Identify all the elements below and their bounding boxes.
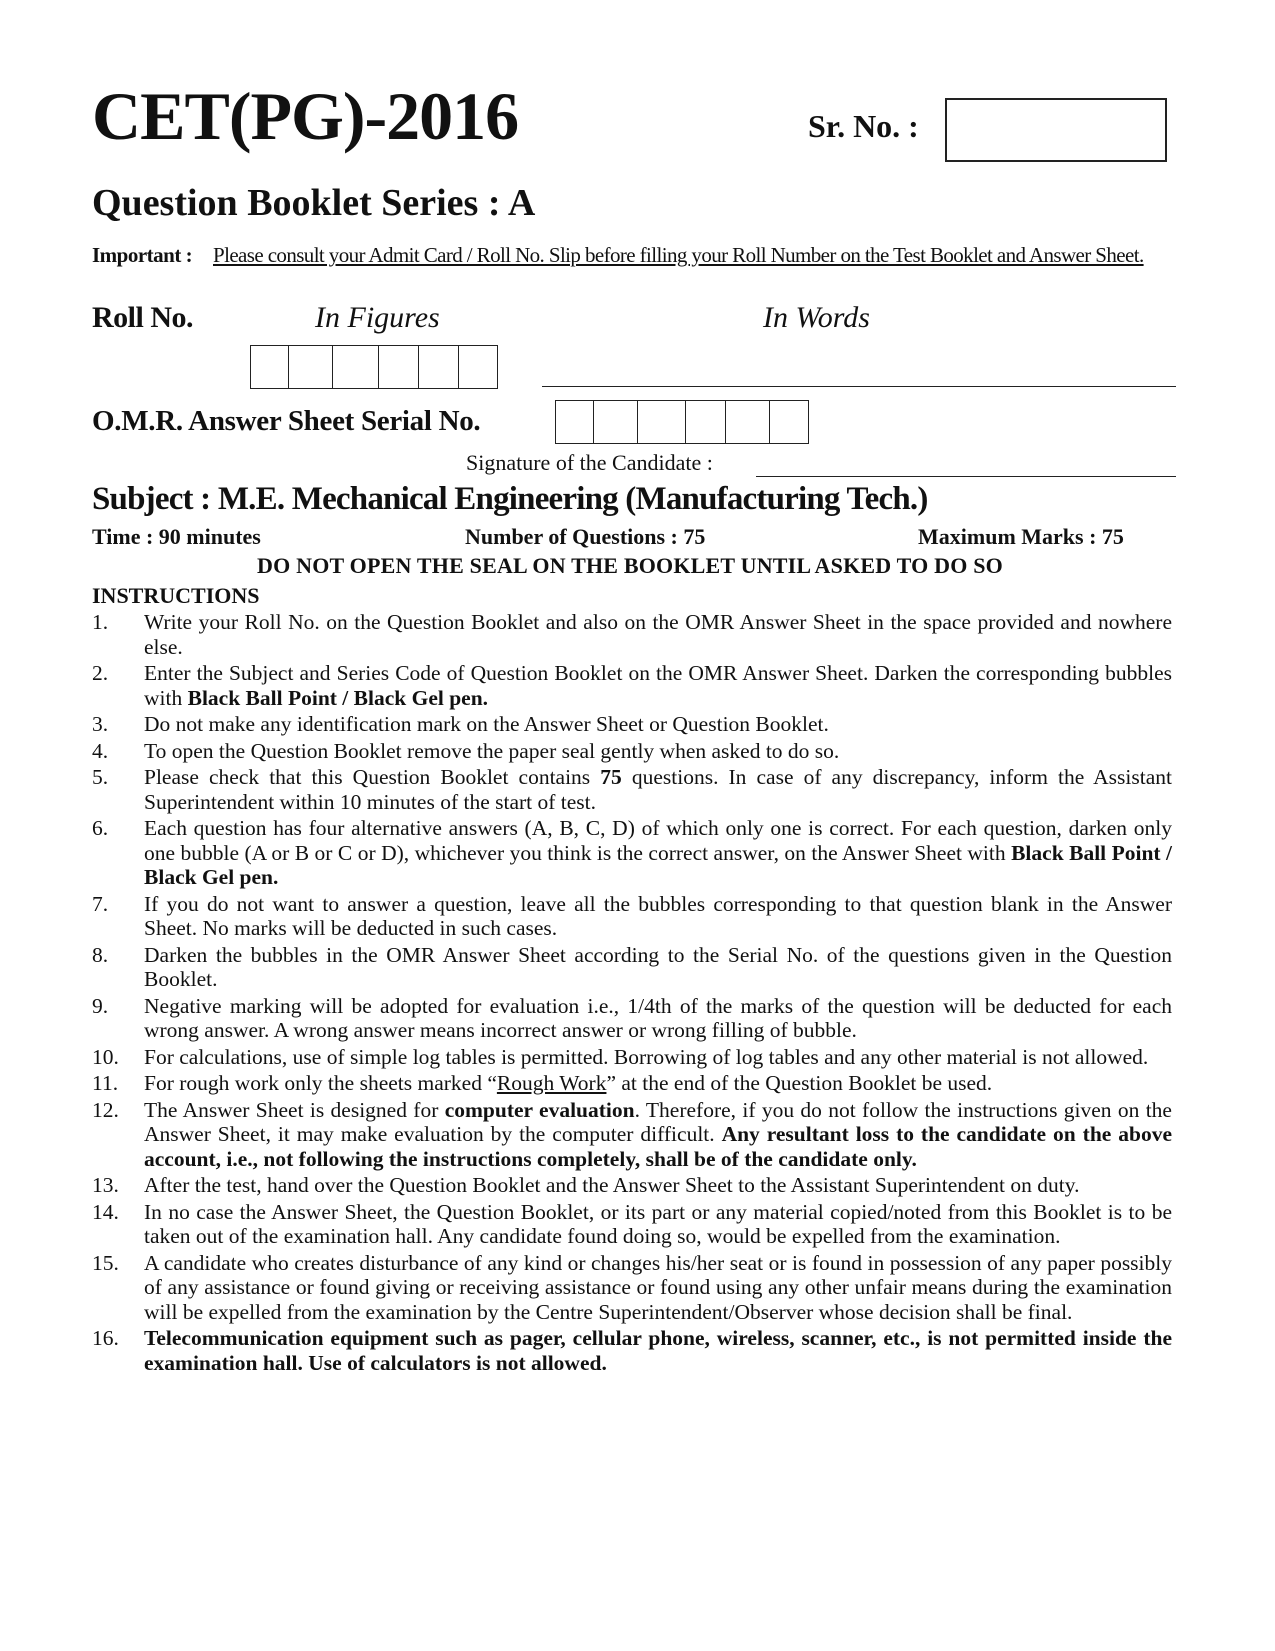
instruction-text xyxy=(144,712,1172,737)
instruction-number: 16. xyxy=(92,1326,119,1350)
roll-digit-box[interactable] xyxy=(251,346,289,388)
instruction-number: 1. xyxy=(92,610,109,634)
instruction-number: 4. xyxy=(92,738,109,763)
omr-digit-box[interactable] xyxy=(726,401,770,443)
instruction-text xyxy=(144,739,1172,764)
instruction-text-part: Write your Roll No. on the Question Booklet and also on the OMR Answer Sheet in the space provided and nowhere else. xyxy=(144,610,1172,659)
instruction-text-part: Black Ball Point / Black Gel pen. xyxy=(187,685,489,710)
instruction-text-part: For calculations, use of simple log tables is permitted. Borrowing of log tables and any other material is not allowed. xyxy=(144,1044,1149,1069)
instruction-item xyxy=(92,1251,1172,1325)
instruction-text xyxy=(144,1045,1172,1070)
roll-digit-box[interactable] xyxy=(333,346,379,388)
omr-serial-boxes[interactable] xyxy=(555,400,809,444)
instruction-text-part: To open the Question Booklet remove the paper seal gently when asked to do so. xyxy=(144,738,840,763)
instruction-text-part: For rough work only the sheets marked “ xyxy=(144,1071,497,1095)
instruction-text-part: 75 xyxy=(600,765,622,789)
instruction-number: 3. xyxy=(92,712,109,736)
instruction-text-part: questions. In case of any discrepancy, inform the Assistant Superintendent within 10 minutes of the start of test. xyxy=(144,765,1172,814)
instruction-item xyxy=(92,1071,1172,1096)
roll-digit-box[interactable] xyxy=(419,346,459,388)
instruction-item xyxy=(92,661,1172,710)
important-label: Important : xyxy=(92,243,193,267)
instruction-item xyxy=(92,816,1172,890)
omr-digit-box[interactable] xyxy=(770,401,808,443)
serial-number-box[interactable] xyxy=(945,98,1167,162)
booklet-series: Question Booklet Series : A xyxy=(92,182,536,224)
roll-digit-box[interactable] xyxy=(459,346,497,388)
in-figures-label: In Figures xyxy=(315,301,440,334)
subject-title: Subject : M.E. Mechanical Engineering (Manufacturing Tech.) xyxy=(92,481,928,517)
instruction-item xyxy=(92,1200,1172,1249)
instruction-item xyxy=(92,1326,1172,1375)
instruction-text xyxy=(144,816,1172,890)
omr-digit-box[interactable] xyxy=(556,401,594,443)
instruction-item xyxy=(92,739,1172,764)
instruction-item xyxy=(92,1173,1172,1198)
instruction-item xyxy=(92,712,1172,737)
instruction-item xyxy=(92,610,1172,659)
instruction-text-part: computer evaluation xyxy=(444,1097,635,1122)
instruction-number: 14. xyxy=(92,1199,119,1224)
instruction-text-part: Each question has four alternative answers (A, B, C, D) of which only one is correct. For each question, darken only one bubble (A or B or C or D), whichever you think is the correct answer, on the Answer Sheet with xyxy=(144,816,1172,865)
instruction-text xyxy=(144,1200,1172,1249)
instruction-item xyxy=(92,1045,1172,1070)
instruction-item xyxy=(92,892,1172,941)
instruction-text-part: Please check that this Question Booklet contains xyxy=(144,765,601,789)
instruction-number: 9. xyxy=(92,993,109,1018)
instruction-text xyxy=(144,1098,1172,1172)
instruction-text-part: Rough Work xyxy=(496,1071,607,1095)
instruction-text xyxy=(144,1071,1172,1096)
instruction-text-part: Negative marking will be adopted for evaluation i.e., 1/4th of the marks of the question will be deducted for each wrong answer. A wrong answer means incorrect answer or wrong filling of bubble. xyxy=(144,993,1172,1042)
exam-title: CET(PG)-2016 xyxy=(92,78,519,154)
instruction-text xyxy=(144,1326,1172,1375)
instruction-text-part: Darken the bubbles in the OMR Answer Sheet according to the Serial No. of the questions given in the Question Booklet. xyxy=(144,942,1172,991)
omr-digit-box[interactable] xyxy=(638,401,686,443)
omr-digit-box[interactable] xyxy=(594,401,638,443)
instruction-number: 7. xyxy=(92,891,109,916)
instruction-number: 8. xyxy=(92,942,109,967)
roll-number-words-line[interactable] xyxy=(542,386,1176,387)
roll-number-label: Roll No. xyxy=(92,301,193,334)
omr-digit-box[interactable] xyxy=(686,401,726,443)
instruction-text xyxy=(144,943,1172,992)
roll-digit-box[interactable] xyxy=(379,346,419,388)
instruction-number: 12. xyxy=(92,1097,119,1122)
seal-notice: DO NOT OPEN THE SEAL ON THE BOOKLET UNTIL ASKED TO DO SO xyxy=(257,553,1003,578)
instruction-text-part: After the test, hand over the Question Booklet and the Answer Sheet to the Assistant Superintendent on duty. xyxy=(144,1173,1080,1197)
instruction-text-part: The Answer Sheet is designed for xyxy=(144,1097,445,1122)
serial-number-label: Sr. No. : xyxy=(808,108,919,144)
instruction-item xyxy=(92,1098,1172,1172)
instruction-number: 11. xyxy=(92,1071,119,1095)
number-of-questions: Number of Questions : 75 xyxy=(465,524,706,549)
roll-digit-box[interactable] xyxy=(289,346,333,388)
instruction-text xyxy=(144,661,1172,710)
instruction-number: 6. xyxy=(92,816,109,840)
instruction-text-part: . Therefore, if you do not follow the instructions given on the Answer Sheet, it may make evaluation by the computer difficult. xyxy=(144,1097,1172,1146)
instruction-text xyxy=(144,1173,1172,1198)
instruction-text-part: Telecommunication equipment such as pager, cellular phone, wireless, scanner, etc., is not permitted inside the examination hall. Use of calculators is not allowed. xyxy=(144,1326,1172,1375)
instruction-item xyxy=(92,943,1172,992)
instructions-heading: INSTRUCTIONS xyxy=(92,583,260,608)
in-words-label: In Words xyxy=(763,301,870,334)
instruction-item xyxy=(92,765,1172,814)
instruction-item xyxy=(92,994,1172,1043)
instruction-text-part: A candidate who creates disturbance of any kind or changes his/her seat or is found in possession of any paper possibly of any assistance or found giving or receiving assistance or found using any other unfair means during the examination will be expelled from the examination by the Centre Superintendent/Observer whose decision shall be final. xyxy=(144,1250,1172,1324)
instruction-number: 13. xyxy=(92,1173,119,1197)
important-text: Please consult your Admit Card / Roll No. Slip before filling your Roll Number on the Test Booklet and Answer Sheet. xyxy=(213,243,1144,267)
instruction-text xyxy=(144,892,1172,941)
instruction-number: 10. xyxy=(92,1044,119,1069)
signature-line[interactable] xyxy=(756,476,1176,477)
omr-serial-label: O.M.R. Answer Sheet Serial No. xyxy=(92,405,481,437)
maximum-marks: Maximum Marks : 75 xyxy=(918,524,1124,549)
instruction-text xyxy=(144,1251,1172,1325)
instruction-text xyxy=(144,610,1172,659)
instruction-number: 5. xyxy=(92,765,109,789)
instruction-number: 2. xyxy=(92,661,109,685)
instructions-list xyxy=(92,610,1172,1377)
instruction-text-part: Enter the Subject and Series Code of Question Booklet on the OMR Answer Sheet. Darken the corresponding bubbles with xyxy=(144,661,1172,710)
time-info: Time : 90 minutes xyxy=(92,524,261,549)
signature-label: Signature of the Candidate : xyxy=(466,450,713,475)
instruction-text-part: If you do not want to answer a question, leave all the bubbles corresponding to that question blank in the Answer Sheet. No marks will be deducted in such cases. xyxy=(144,891,1172,940)
instruction-text-part: ” at the end of the Question Booklet be used. xyxy=(606,1071,993,1095)
instruction-text-part: In no case the Answer Sheet, the Question Booklet, or its part or any material copied/noted from this Booklet is to be taken out of the examination hall. Any candidate found doing so, would be expelled from the examination. xyxy=(144,1199,1172,1248)
instruction-number: 15. xyxy=(92,1250,119,1275)
instruction-text-part: Any resultant loss to the candidate on the above account, i.e., not following the instructions completely, shall be of the candidate only. xyxy=(144,1122,1172,1171)
instruction-text xyxy=(144,994,1172,1043)
instruction-text-part: Do not make any identification mark on the Answer Sheet or Question Booklet. xyxy=(144,712,829,736)
instruction-text-part: Black Ball Point / Black Gel pen. xyxy=(144,840,1172,889)
roll-number-figure-boxes[interactable] xyxy=(250,345,498,389)
instruction-text xyxy=(144,765,1172,814)
